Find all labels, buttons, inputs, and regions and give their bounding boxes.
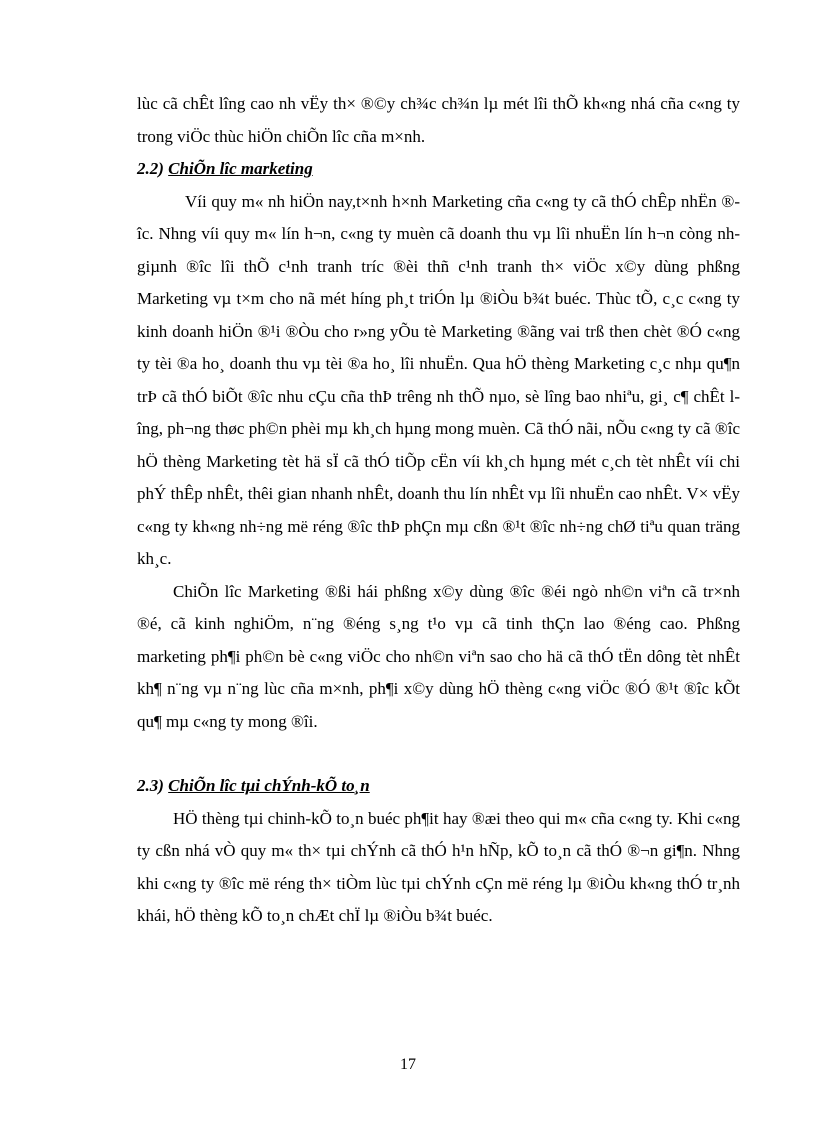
section-title: ChiÕn lîc marketing [168,159,313,178]
finance-paragraph-1: HÖ thèng tµi chinh-kÕ to¸n buéc ph¶it hay ®æi theo qui m« cña c«ng ty. Khi c«ng ty cßn nhá vÒ quy m« th× tµi chÝnh cã thÓ h¹n hÑp, kÕ to¸n cã thÓ ®¬n gi¶n. Nhng khi c«ng ty ®îc më réng th× tiÒm lùc tµi chÝnh cÇn më réng lµ ®iÒu kh«ng thÓ tr¸nh khái, hÖ thèng kÕ to¸n chÆt chÏ lµ ®iÒu b¾t buéc. [137,808,740,925]
section-title: ChiÕn lîc tµi chÝnh-kÕ to¸n [168,776,370,795]
section-number: 2.3) [137,776,164,795]
section-spacer [137,738,740,770]
page-number: 17 [400,1056,416,1073]
section-heading-2-3 [137,770,740,803]
marketing-paragraph-2: ChiÕn lîc Marketing ®ßi hái phßng x©y dùng ®îc ®éi ngò nh©n viªn cã tr×nh ®é, cã kinh nghiÖm, n¨ng ®éng s¸ng t¹o vµ cã tinh thÇn lao ®éng cao. Phßng marketing ph¶i ph©n bè c«ng viÖc cho nh©n viªn sao cho hä cã thÓ tËn dông tèt nhÊt kh¶ n¨ng vµ n¨ng lùc cña m×nh, ph¶i x©y dùng hÖ thèng c«ng viÖc ®Ó ®¹t ®îc kÕt qu¶ mµ c«ng ty mong ®îi. [137,581,740,731]
page-content [137,88,740,933]
section-number: 2.2) [137,159,164,178]
section-heading-2-2 [137,153,740,186]
intro-paragraph: lùc cã chÊt lîng cao nh vËy th× ®©y ch¾c ch¾n lµ mét lîi thÕ kh«ng nhá cña c«ng ty trong viÖc thùc hiÖn chiÕn lîc cña m×nh. [137,94,740,146]
marketing-paragraph-1: Víi quy m« nh hiÖn nay,t×nh h×nh Marketing cña c«ng ty cã thÓ chÊp nhËn ®îc. Nhng víi quy m« lín h¬n, c«ng ty muèn cã doanh thu vµ lîi nhuËn lín h¬n còng nh giµnh ®îc lîi thÕ c¹nh tranh tríc ®èi thñ c¹nh tranh th× viÖc x©y dùng phßng Marketing vµ t×m cho nã mét híng ph¸t triÓn lµ ®iÒu b¾t buéc. Thùc tÕ, c¸c c«ng ty kinh doanh hiÖn ®¹i ®Òu cho r»ng yÕu tè Marketing ®ãng vai trß then chèt ®Ó c«ng ty tèi ®a ho¸ doanh thu vµ tèi ®a ho¸ lîi nhuËn. Qua hÖ thèng Marketing c¸c nhµ qu¶n trÞ cã thÓ biÕt ®îc nhu cÇu cña thÞ trêng nh thÕ nµo, sè lîng bao nhiªu, gi¸ c¶ chÊt lîng, ph¬ng thøc ph©n phèi mµ kh¸ch hµng mong muèn. Cã thÓ nãi, nÕu c«ng ty cã ®îc hÖ thèng Marketing tèt hä sÏ cã thÓ tiÕp cËn víi kh¸ch hµng mét c¸ch tèt nhÊt víi chi phÝ thÊp nhÊt, thêi gian nhanh nhÊt, doanh thu lín nhÊt vµ lîi nhuËn cao nhÊt. V× vËy c«ng ty kh«ng nh÷ng më réng ®îc thÞ phÇn mµ cßn ®¹t ®îc nh÷ng chØ tiªu quan träng kh¸c. [137,191,740,568]
